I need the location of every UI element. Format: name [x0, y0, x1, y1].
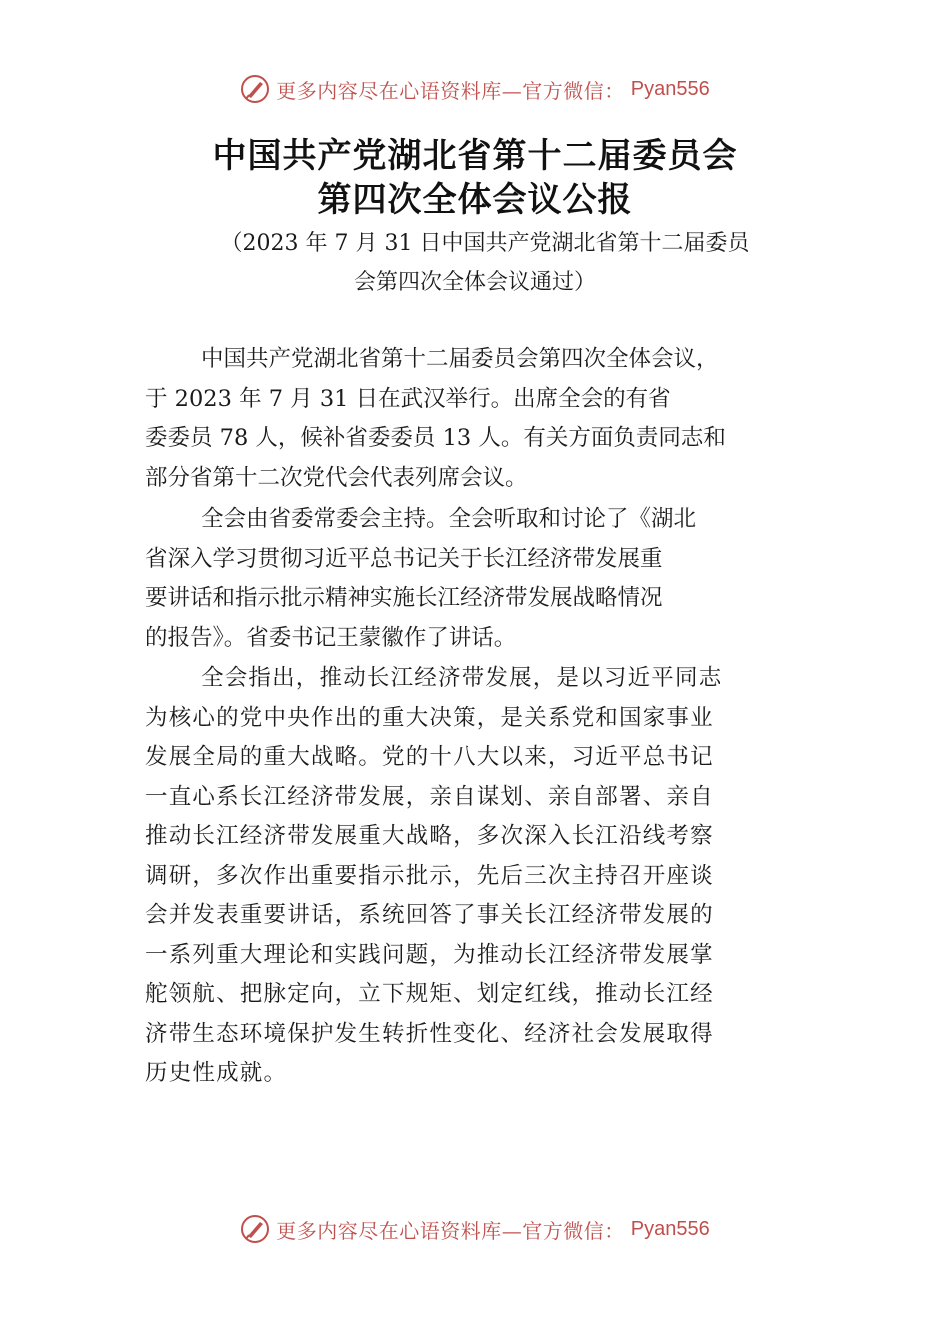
subtitle-line-2: 会第四次全体会议通过）	[353, 270, 596, 295]
paragraph-line: 历史性成就。	[145, 1060, 288, 1086]
paragraph-line: 中国共产党湖北省第十二届委员会第四次全体会议，	[201, 346, 719, 372]
paragraph-line: 会并发表重要讲话，系统回答了事关长江经济带发展的	[145, 902, 714, 928]
paragraph-line: 舵领航、把脉定向，立下规矩、划定红线，推动长江经	[145, 981, 714, 1007]
paragraph-line: 一直心系长江经济带发展，亲自谋划、亲自部署、亲自	[145, 783, 714, 810]
paragraph-line: 全会指出，推动长江经济带发展，是以习近平同志	[201, 665, 723, 691]
body-paragraph-3	[145, 659, 815, 1094]
paragraph-line: 一系列重大理论和实践问题，为推动长江经济带发展掌	[145, 941, 714, 968]
body-paragraph-2	[145, 500, 815, 658]
paragraph-line: 为核心的党中央作出的重大决策，是关系党和国家事业	[145, 704, 714, 731]
paragraph-line: 委委员 78 人，候补省委委员 13 人。有关方面负责同志和	[145, 425, 726, 451]
document-title-line-1: 中国共产党湖北省第十二届委员会	[212, 136, 738, 176]
paragraph-line: 要讲话和指示批示精神实施长江经济带发展战略情况	[145, 585, 663, 611]
paragraph-line: 于 2023 年 7 月 31 日在武汉举行。出席全会的有省	[145, 385, 671, 412]
quill-pen-logo-icon	[240, 74, 270, 104]
footer-watermark	[0, 1214, 950, 1244]
watermark-text: 更多内容尽在心语资料库—官方微信：	[276, 1218, 625, 1243]
paragraph-line: 全会由省委常委会主持。全会听取和讨论了《湖北	[201, 506, 697, 532]
paragraph-line: 济带生态环境保护发生转折性变化、经济社会发展取得	[145, 1020, 714, 1047]
paragraph-line: 的报告》。省委书记王蒙徽作了讲话。	[145, 624, 517, 651]
paragraph-line: 部分省第十二次党代会代表列席会议。	[145, 464, 528, 491]
watermark-wechat-id: Pyan556	[630, 77, 710, 100]
body-paragraph-1	[145, 340, 815, 498]
paragraph-line: 推动长江经济带发展重大战略，多次深入长江沿线考察	[145, 823, 714, 849]
watermark-wechat-id: Pyan556	[630, 1217, 710, 1240]
quill-pen-logo-icon	[240, 1214, 270, 1244]
document-title-line-2: 第四次全体会议公报	[317, 180, 633, 220]
paragraph-line: 发展全局的重大战略。党的十八大以来，习近平总书记	[145, 744, 714, 770]
header-watermark	[0, 74, 950, 104]
paragraph-line: 调研，多次作出重要指示批示，先后三次主持召开座谈	[145, 862, 714, 889]
watermark-text: 更多内容尽在心语资料库—官方微信：	[276, 78, 625, 103]
subtitle-line-1: （2023 年 7 月 31 日中国共产党湖北省第十二届委员	[220, 231, 750, 256]
paragraph-line: 省深入学习贯彻习近平总书记关于长江经济带发展重	[145, 545, 663, 572]
